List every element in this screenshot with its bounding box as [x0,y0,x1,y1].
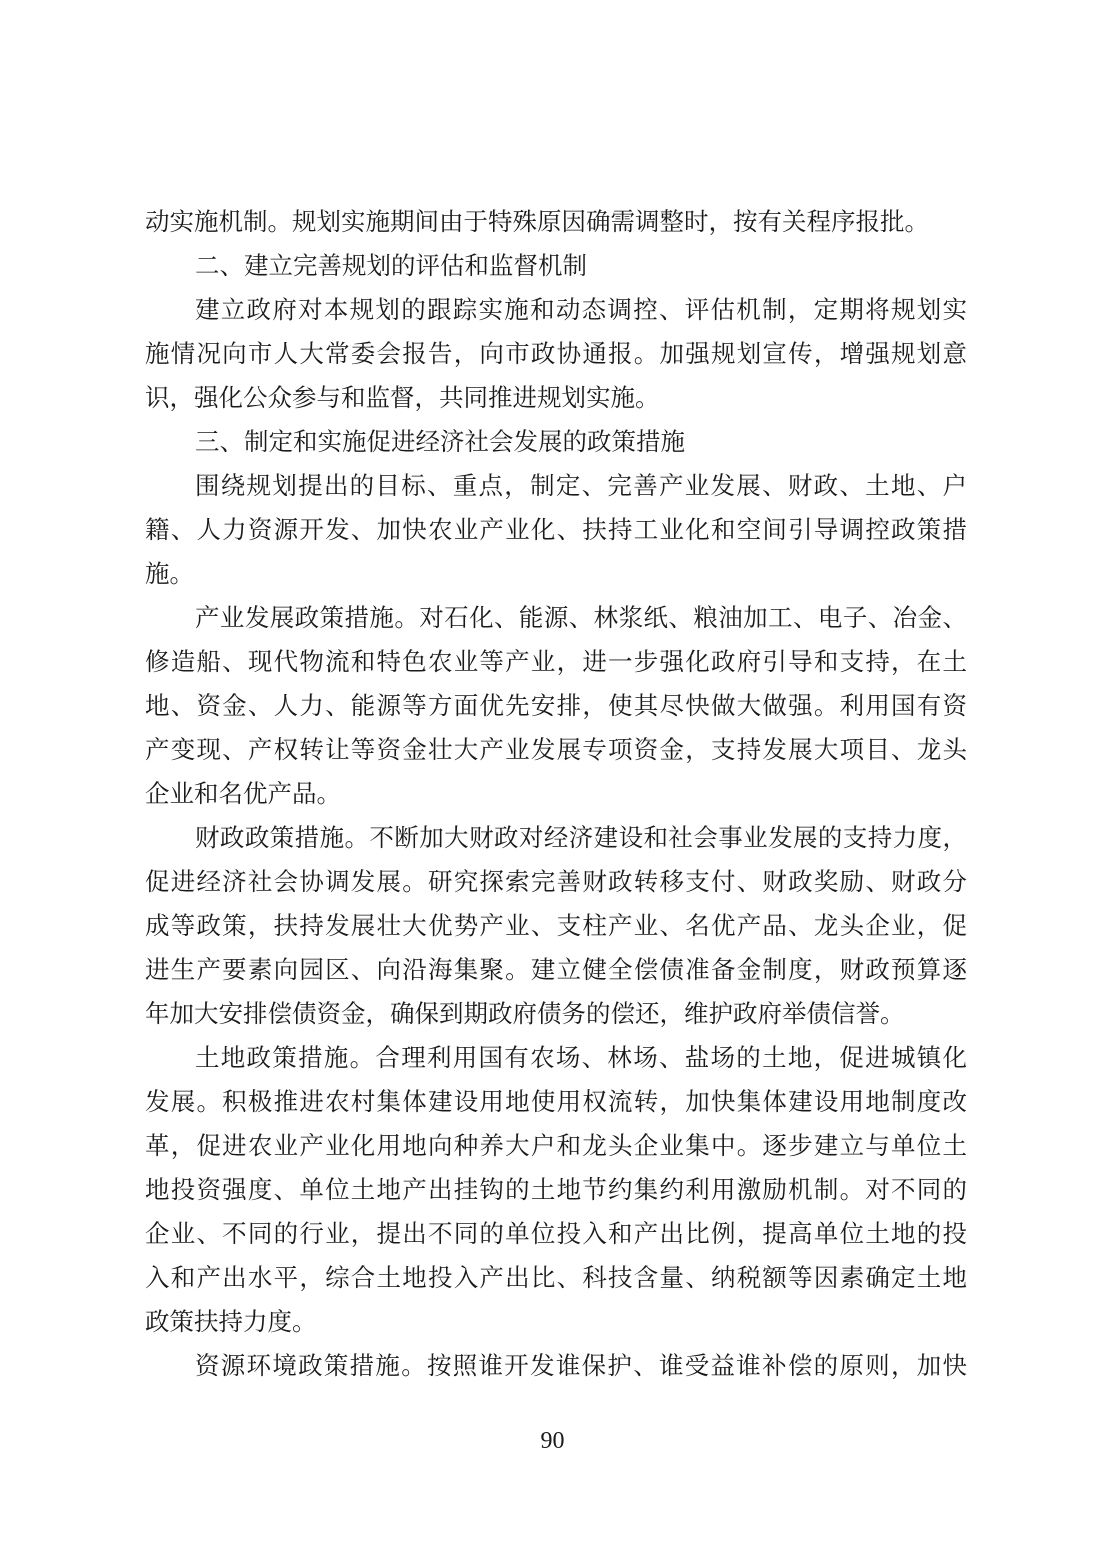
text-line: 企业和名优产品。 [145,779,341,808]
text-line: 施情况向市人大常委会报告，向市政协通报。加强规划宣传，增强规划意 [145,339,967,368]
text-line: 识，强化公众参与和监督，共同推进规划实施。 [145,383,660,412]
text-line: 土地政策措施。合理利用国有农场、林场、盐场的土地，促进城镇化 [195,1043,967,1072]
text-line: 地投资强度、单位土地产出挂钩的土地节约集约利用激励机制。对不同的 [145,1175,967,1204]
body-text [145,200,967,1388]
text-line: 动实施机制。规划实施期间由于特殊原因确需调整时，按有关程序报批。 [145,207,929,236]
text-line: 入和产出水平，综合土地投入产出比、科技含量、纳税额等因素确定土地 [145,1263,967,1292]
text-line: 企业、不同的行业，提出不同的单位投入和产出比例，提高单位土地的投 [145,1219,967,1248]
page-number: 90 [540,1428,565,1454]
text-line: 革，促进农业产业化用地向种养大户和龙头企业集中。逐步建立与单位土 [145,1131,967,1160]
text-line: 籍、人力资源开发、加快农业产业化、扶持工业化和空间引导调控政策措 [145,515,967,544]
text-line: 施。 [145,559,194,588]
text-line: 建立政府对本规划的跟踪实施和动态调控、评估机制，定期将规划实 [195,295,967,324]
text-line: 发展。积极推进农村集体建设用地使用权流转，加快集体建设用地制度改 [145,1087,967,1116]
text-line: 产业发展政策措施。对石化、能源、林浆纸、粮油加工、电子、冶金、 [195,603,967,632]
text-line: 围绕规划提出的目标、重点，制定、完善产业发展、财政、土地、户 [195,471,967,500]
text-line: 促进经济社会协调发展。研究探索完善财政转移支付、财政奖励、财政分 [145,867,967,896]
section-heading: 三、制定和实施促进经济社会发展的政策措施 [195,427,685,456]
text-line: 政策扶持力度。 [145,1307,317,1336]
text-line: 产变现、产权转让等资金壮大产业发展专项资金，支持发展大项目、龙头 [145,735,967,764]
text-line: 年加大安排偿债资金，确保到期政府债务的偿还，维护政府举债信誉。 [145,999,905,1028]
text-line: 进生产要素向园区、向沿海集聚。建立健全偿债准备金制度，财政预算逐 [145,955,967,984]
text-line: 成等政策，扶持发展壮大优势产业、支柱产业、名优产品、龙头企业，促 [145,911,967,940]
text-line: 地、资金、人力、能源等方面优先安排，使其尽快做大做强。利用国有资 [145,691,967,720]
section-heading: 二、建立完善规划的评估和监督机制 [195,251,587,280]
text-line: 财政政策措施。不断加大财政对经济建设和社会事业发展的支持力度， [195,823,967,852]
text-line: 修造船、现代物流和特色农业等产业，进一步强化政府引导和支持，在土 [145,647,967,676]
text-line: 资源环境政策措施。按照谁开发谁保护、谁受益谁补偿的原则，加快 [195,1351,967,1380]
